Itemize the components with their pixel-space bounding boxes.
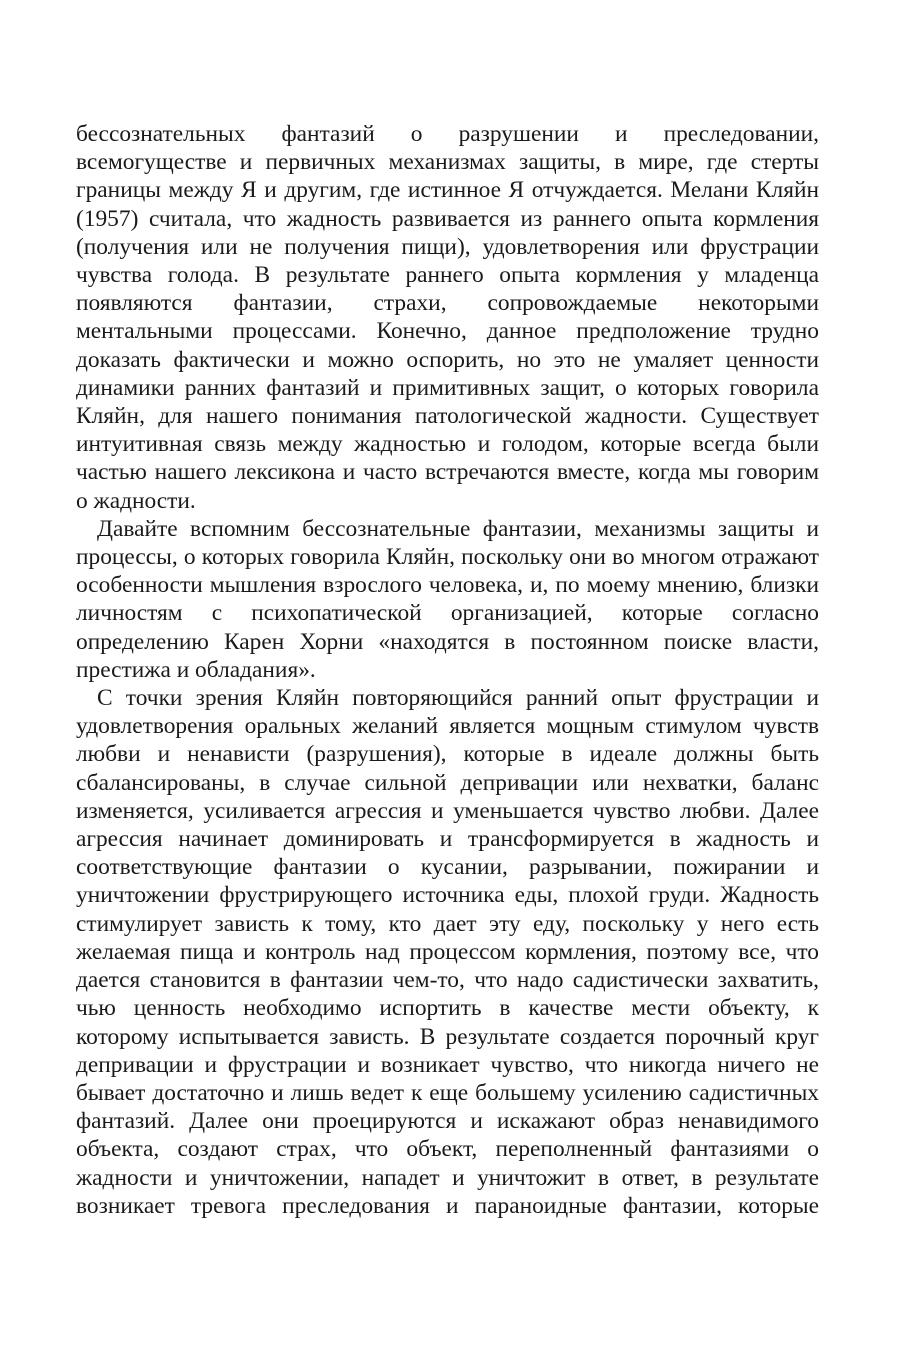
paragraph-3: С точки зрения Кляйн повторяющийся ранний опыт фрустрации и удовлетворения оральных желаний является мощным стимулом чувств любви и ненависти (разрушения), которые в идеале должны быть сбалансированы, в случае сильной депривации или нехватки, баланс изменяется, усиливается агрессия и уменьшается чувство любви. Далее агрессия начинает доминировать и трансформируется в жадность и соответствующие фантазии о кусании, разрывании, пожирании и уничтожении фрустрирующего источника еды, плохой груди. Жадность стимулирует зависть к тому, кто дает эту еду, поскольку у него есть желаемая пища и контроль над процессом кормления, поэтому все, что дается становится в фантазии чем-то, что надо садистически захватить, чью ценность необходимо испортить в качестве мести объекту, к которому испытывается зависть. В результате создается порочный круг депривации и фрустрации и возникает чувство, что никогда ничего не бывает достаточно и лишь ведет к еще большему усилению садистичных фантазий. Далее они проецируются и искажают образ ненавидимого объекта, создают страх, что объект, переполненный фантазиями о жадности и уничтожении, нападет и уничтожит в ответ, в результате возникает тревога преследования и параноидные фантазии, которые (76, 685, 819, 1219)
document-page (76, 120, 819, 1220)
paragraph-2: Давайте вспомним бессознательные фантазии, механизмы защиты и процессы, о которых говорила Кляйн, поскольку они во многом отражают особенности мышления взрослого человека, и, по моему мнению, близки личностям с психопатической организацией, которые согласно определению Карен Хорни «находятся в постоянном поиске власти, престижа и обладания». (76, 515, 819, 683)
paragraph-1: бессознательных фантазий о разрушении и преследовании, всемогуществе и первичных механизмах защиты, в мире, где стерты границы между Я и другим, где истинное Я отчуждается. Мелани Кляйн (1957) считала, что жадность развивается из раннего опыта кормления (получения или не получения пищи), удовлетворения или фрустрации чувства голода. В результате раннего опыта кормления у младенца появляются фантазии, страхи, сопровождаемые некоторыми ментальными процессами. Конечно, данное предположение трудно доказать фактически и можно оспорить, но это не умаляет ценности динамики ранних фантазий и примитивных защит, о которых говорила Кляйн, для нашего понимания патологической жадности. Существует интуитивная связь между жадностью и голодом, которые всегда были частью нашего лексикона и часто встречаются вместе, когда мы говорим о жадности. (76, 121, 819, 514)
